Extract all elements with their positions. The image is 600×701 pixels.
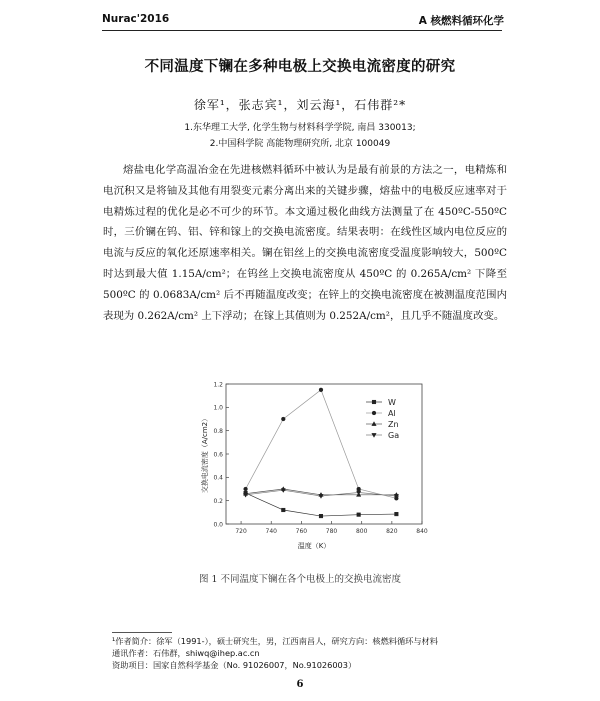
author-list: 徐军¹，张志宾¹，刘云海¹，石伟群²* xyxy=(193,98,407,112)
figure-caption: 图 1 不同温度下镧在各个电极上的交换电流密度 xyxy=(198,574,402,585)
abstract xyxy=(103,160,507,326)
data-point-al xyxy=(244,487,248,491)
x-tick-label: 740 xyxy=(265,528,277,535)
y-tick-label: 0.8 xyxy=(213,427,223,435)
x-tick-label: 820 xyxy=(386,528,398,535)
x-tick-label: 760 xyxy=(295,528,308,535)
data-point-w xyxy=(319,514,323,518)
data-point-al xyxy=(281,417,285,421)
y-tick-label: 0.4 xyxy=(213,474,223,482)
legend-entry-zn xyxy=(366,420,399,429)
legend-label: Zn xyxy=(388,419,399,429)
legend-label: Al xyxy=(388,408,396,418)
legend-entry-w xyxy=(366,398,396,407)
x-tick-label: 800 xyxy=(355,528,368,535)
y-axis-label: 交换电流密度（A/cm2） xyxy=(201,414,209,494)
running-header-left: Nurac'2016 xyxy=(102,13,170,25)
exchange-current-chart xyxy=(198,378,430,554)
footnote-author-bio: ¹作者简介：徐军（1991-），硕士研究生，男，江西南昌人，研究方向：核燃料循环与材料 xyxy=(112,636,438,646)
legend-marker xyxy=(372,400,376,404)
x-axis-label: 温度（K） xyxy=(297,542,331,550)
footnote-rule xyxy=(112,632,172,633)
data-point-w xyxy=(281,508,285,512)
affiliation-1: 1.东华理工大学, 化学生物与材料科学学院, 南昌 330013; xyxy=(184,123,416,133)
x-tick-label: 840 xyxy=(416,528,428,535)
abstract-text: 熔盐电化学高温冶金在先进核燃料循环中被认为是最有前景的方法之一，电精炼和电沉积又是将铀及其他有用裂变元素分离出来的关键步骤，熔盐中的电极反应速率对于电精炼过程的优化是必不可少的环节。本文通过极化曲线方法测量了在 450ºC-550ºC 时，三价镧在钨、铝、锌和镓上的交换电流密度。结果表明：在线性区域内电位反应的电流与反应的氧化还原速率相关。镧在铝丝上的交换电流密度受温度影响较大，500ºC 时达到最大值 1.15A/cm²；在钨丝上交换电流密度从 450ºC 的 0.265A/cm² 下降至 500ºC 的 0.0683A/cm² 后不再随温度改变；在锌上的交换电流密度在被测温度范围内表现为 0.262A/cm² 上下浮动；在镓上其值则为 0.252A/cm²，且几乎不随温度改变。 xyxy=(103,164,507,322)
data-point-w xyxy=(395,512,399,516)
page-number: 6 xyxy=(296,679,304,690)
legend-entry-ga xyxy=(366,431,399,440)
y-tick-label: 0.2 xyxy=(213,497,223,505)
y-tick-label: 0.0 xyxy=(213,521,223,529)
data-point-al xyxy=(357,487,361,491)
x-tick-label: 720 xyxy=(235,528,247,535)
legend-label: Ga xyxy=(388,430,400,440)
legend-marker xyxy=(372,411,376,415)
legend-label: W xyxy=(388,397,396,407)
footnote-funding: 资助项目：国家自然科学基金（No. 91026007，No.91026003） xyxy=(112,660,357,670)
series-al xyxy=(244,388,399,500)
data-point-w xyxy=(357,513,361,517)
running-header-right: A 核燃料循环化学 xyxy=(418,15,504,27)
data-point-al xyxy=(319,388,323,392)
paper-title: 不同温度下镧在多种电极上交换电流密度的研究 xyxy=(144,59,456,75)
affiliation-2: 2.中国科学院 高能物理研究所, 北京 100049 xyxy=(209,139,391,149)
y-tick-label: 1.2 xyxy=(213,381,223,389)
legend-entry-al xyxy=(366,409,396,418)
footnote-corresponding: 通讯作者：石伟群，shiwq@ihep.ac.cn xyxy=(112,648,260,658)
y-tick-label: 0.6 xyxy=(213,451,223,459)
header-rule xyxy=(102,30,502,31)
series-line-al xyxy=(246,390,400,499)
y-tick-label: 1.0 xyxy=(213,404,223,412)
x-tick-label: 780 xyxy=(325,528,338,535)
